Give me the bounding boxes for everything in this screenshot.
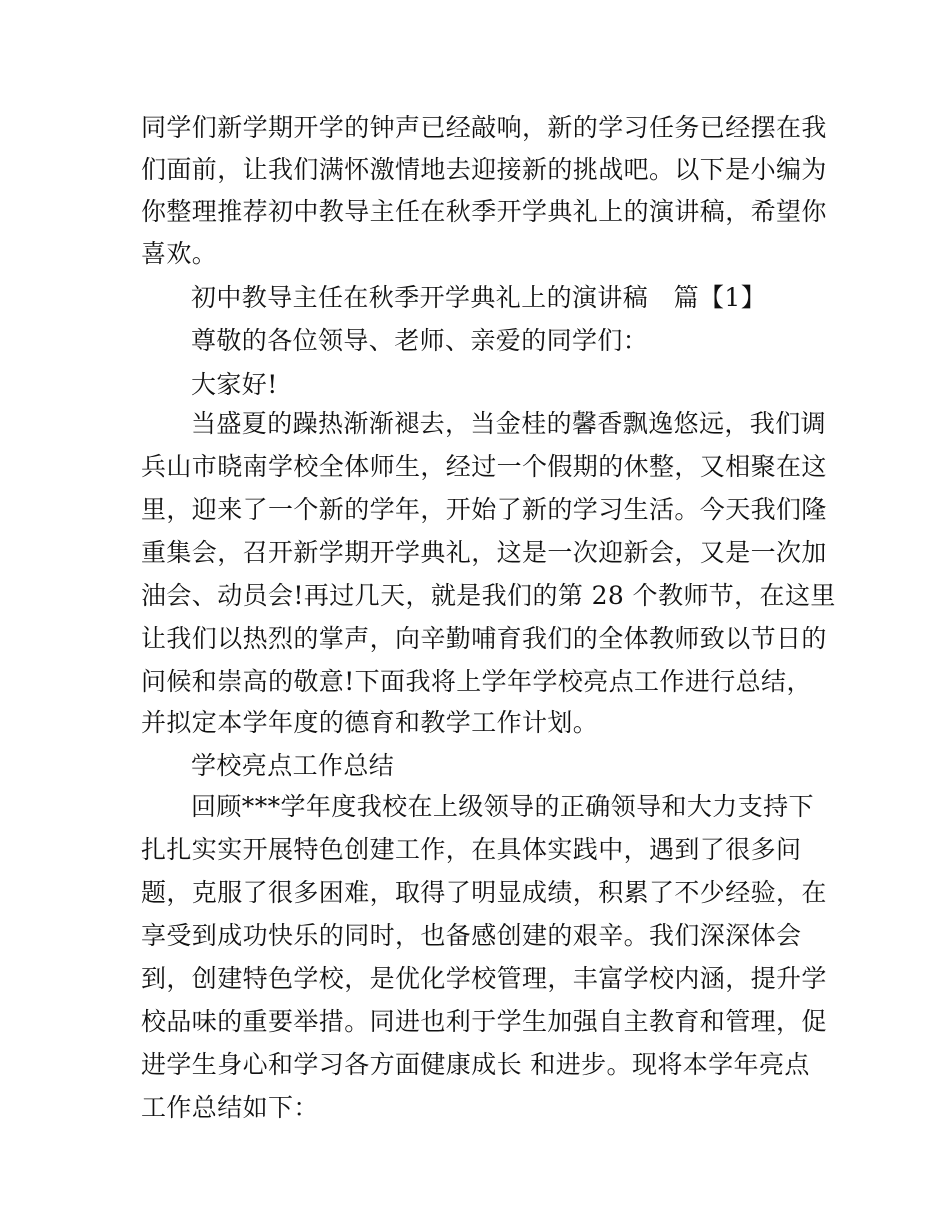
text-line: 回顾***学年度我校在上级领导的正确领导和大力支持下 — [191, 792, 814, 821]
text-line: 并拟定本学年度的德育和教学工作计划。 — [141, 708, 599, 737]
subsection-heading: 学校亮点工作总结 — [191, 751, 395, 780]
text-line: 到，创建特色学校，是优化学校管理，丰富学校内涵，提升学 — [141, 964, 827, 993]
text-line: 扎扎实实开展特色创建工作，在具体实践中，遇到了很多问 — [141, 835, 802, 864]
text-line: 里，迎来了一个新的学年，开始了新的学习生活。今天我们隆 — [141, 495, 827, 524]
text-line: 问候和崇高的敬意!下面我将上学年学校亮点工作进行总结， — [141, 667, 812, 696]
salutation: 尊敬的各位领导、老师、亲爱的同学们： — [191, 326, 649, 355]
text-line: 重集会，召开新学期开学典礼，这是一次迎新会，又是一次加 — [141, 538, 827, 567]
text-line: 校品味的重要举措。同进也利于学生加强自主教育和管理，促 — [141, 1007, 827, 1036]
text-line: 们面前，让我们满怀激情地去迎接新的挑战吧。以下是小编为 — [141, 155, 827, 184]
text-line: 喜欢。 — [141, 239, 218, 268]
text-line: 题，克服了很多困难，取得了明显成绩，积累了不少经验，在 — [141, 878, 827, 907]
text-line: 进学生身心和学习各方面健康成长 和进步。现将本学年亮点 — [141, 1050, 810, 1079]
text-line: 油会、动员会!再过几天，就是我们的第 28 个教师节，在这里 — [141, 581, 836, 610]
section-heading: 初中教导主任在秋季开学典礼上的演讲稿 篇【1】 — [191, 283, 767, 312]
text-line: 享受到成功快乐的同时，也备感创建的艰辛。我们深深体会 — [141, 921, 802, 950]
text-line: 当盛夏的躁热渐渐褪去，当金桂的馨香飘逸悠远，我们调 — [191, 409, 827, 438]
text-line: 让我们以热烈的掌声，向辛勤哺育我们的全体教师致以节日的 — [141, 624, 827, 653]
text-line: 同学们新学期开学的钟声已经敲响，新的学习任务已经摆在我 — [141, 113, 827, 142]
greeting: 大家好! — [191, 370, 278, 399]
text-line: 你整理推荐初中教导主任在秋季开学典礼上的演讲稿，希望你 — [141, 197, 827, 226]
text-line: 兵山市晓南学校全体师生，经过一个假期的休整，又相聚在这 — [141, 452, 827, 481]
text-line: 工作总结如下： — [141, 1093, 319, 1122]
